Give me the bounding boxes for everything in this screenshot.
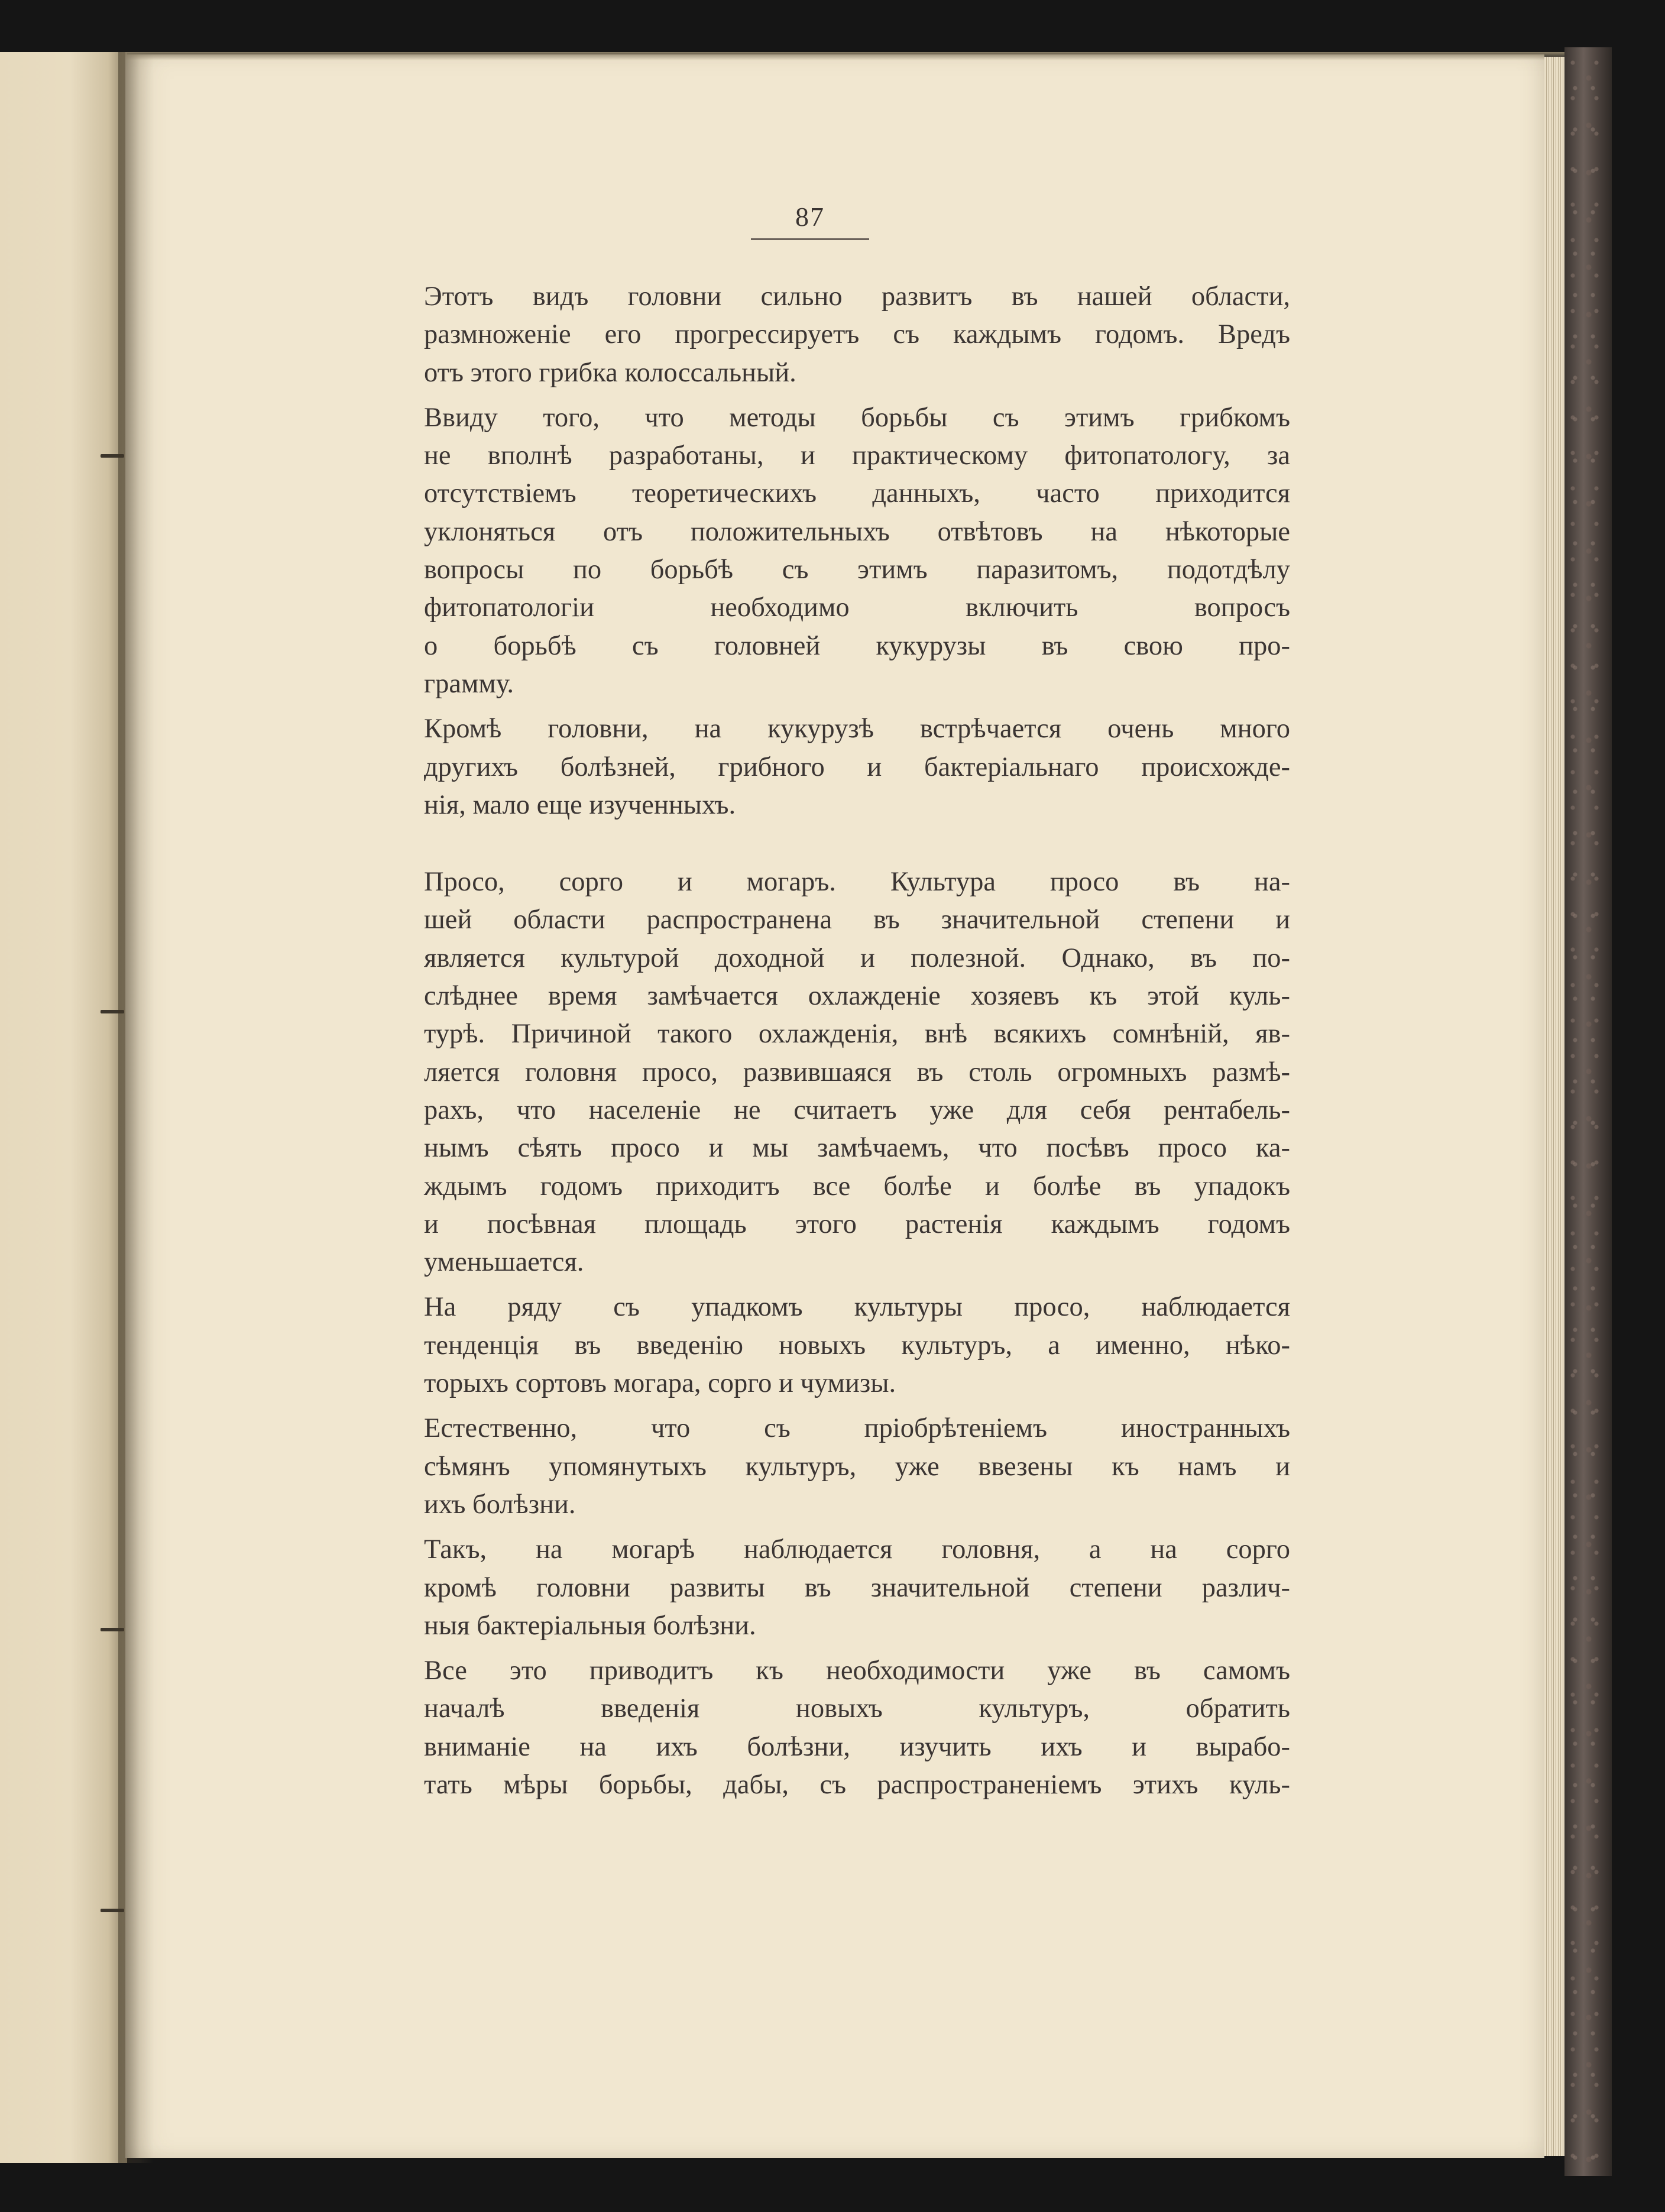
text-line: нія, мало еще изученныхъ.: [424, 789, 736, 820]
text-line: фитопатологіи необходимо включить вопросъ: [424, 592, 1290, 623]
text-line: шей области распространена въ значительной степени и: [424, 905, 1290, 935]
text-line: слѣднее время замѣчается охлажденіе хозяевъ къ этой куль-: [424, 981, 1290, 1012]
text-line: вопросы по борьбѣ съ этимъ паразитомъ, подотдѣлу: [424, 555, 1290, 585]
text-line: нымъ сѣять просо и мы замѣчаемъ, что посѣвъ просо ка-: [424, 1133, 1290, 1164]
paragraph: [350, 1288, 1290, 1403]
text-line: рахъ, что населеніе не считаетъ уже для себя рентабель-: [424, 1094, 1290, 1125]
text-line: и посѣвная площадь этого растенія каждымъ годомъ: [424, 1209, 1290, 1239]
text-line: грамму.: [424, 668, 514, 699]
paragraph: [350, 278, 1290, 392]
text-line: отсутствіемъ теоретическихъ данныхъ, часто приходится: [424, 478, 1290, 509]
gutter-shadow: [118, 52, 154, 2163]
text-line: Естественно, что съ пріобрѣтеніемъ иностранныхъ: [424, 1413, 1290, 1444]
text-line: ждымъ годомъ приходитъ все болѣе и болѣе въ упадокъ: [424, 1171, 1290, 1201]
text-line: Такъ, на могарѣ наблюдается головня, а на сорго: [424, 1534, 1290, 1565]
text-line: Просо, сорго и могаръ. Культура просо въ на-: [424, 867, 1290, 898]
text-line: не вполнѣ разработаны, и практическому фитопатологу, за: [424, 441, 1290, 471]
text-line: кромѣ головни развиты въ значительной степени различ-: [424, 1572, 1290, 1603]
cover-texture: [1568, 59, 1606, 2164]
page-stack-edges: [1544, 57, 1564, 2156]
paragraph: [350, 710, 1290, 824]
text-line: тать мѣры борьбы, дабы, съ распространеніемъ этихъ куль-: [424, 1769, 1290, 1800]
binding-marks: [0, 52, 127, 2163]
text-line: о борьбѣ съ головней кукурузы въ свою про-: [424, 630, 1290, 661]
text-line: На ряду съ упадкомъ культуры просо, наблюдается: [424, 1292, 1290, 1323]
text-line: Ввиду того, что методы борьбы съ этимъ грибкомъ: [424, 402, 1290, 433]
text-line: Этотъ видъ головни сильно развитъ въ нашей области,: [424, 281, 1290, 312]
text-line: торыхъ сортовъ могара, сорго и чумизы.: [424, 1368, 896, 1399]
text-line: вниманіе на ихъ болѣзни, изучить ихъ и вырабо-: [424, 1731, 1290, 1762]
body-text: [350, 278, 1290, 1804]
text-line: ихъ болѣзни.: [424, 1489, 576, 1520]
page-number-rule: [751, 238, 869, 240]
text-line: Кромѣ головни, на кукурузѣ встрѣчается очень много: [424, 714, 1290, 744]
page-number: 87: [795, 202, 825, 232]
text-line: уклоняться отъ положительныхъ отвѣтовъ на нѣкоторые: [424, 516, 1290, 547]
text-line: турѣ. Причиной такого охлажденія, внѣ всякихъ сомнѣній, яв-: [424, 1019, 1290, 1050]
text-line: отъ этого грибка колоссальный.: [424, 357, 796, 388]
text-line: уменьшается.: [424, 1247, 584, 1278]
text-line: Все это приводитъ къ необходимости уже въ самомъ: [424, 1656, 1290, 1686]
text-line: сѣмянъ упомянутыхъ культуръ, уже ввезены къ намъ и: [424, 1451, 1290, 1482]
section-paragraph: [350, 863, 1290, 1281]
text-line: является культурой доходной и полезной. Однако, въ по-: [424, 943, 1290, 973]
text-line: размноженіе его прогрессируетъ съ каждымъ годомъ. Вредъ: [424, 319, 1290, 350]
paragraph: [350, 1652, 1290, 1804]
text-line: другихъ болѣзней, грибного и бактеріальнаго происхожде-: [424, 752, 1290, 782]
page-top-shadow: [125, 52, 1568, 60]
page-header: [733, 201, 887, 240]
text-line: тенденція въ введенію новыхъ культуръ, а именно, нѣко-: [424, 1330, 1290, 1361]
paragraph: [350, 1410, 1290, 1524]
paragraph: [350, 399, 1290, 703]
text-line: ляется головня просо, развившаяся въ столь огромныхъ размѣ-: [424, 1057, 1290, 1087]
previous-page-edge: [0, 52, 127, 2163]
text-line: началѣ введенія новыхъ культуръ, обратить: [424, 1693, 1290, 1724]
text-line: ныя бактеріальныя болѣзни.: [424, 1610, 756, 1641]
paragraph: [350, 1531, 1290, 1645]
